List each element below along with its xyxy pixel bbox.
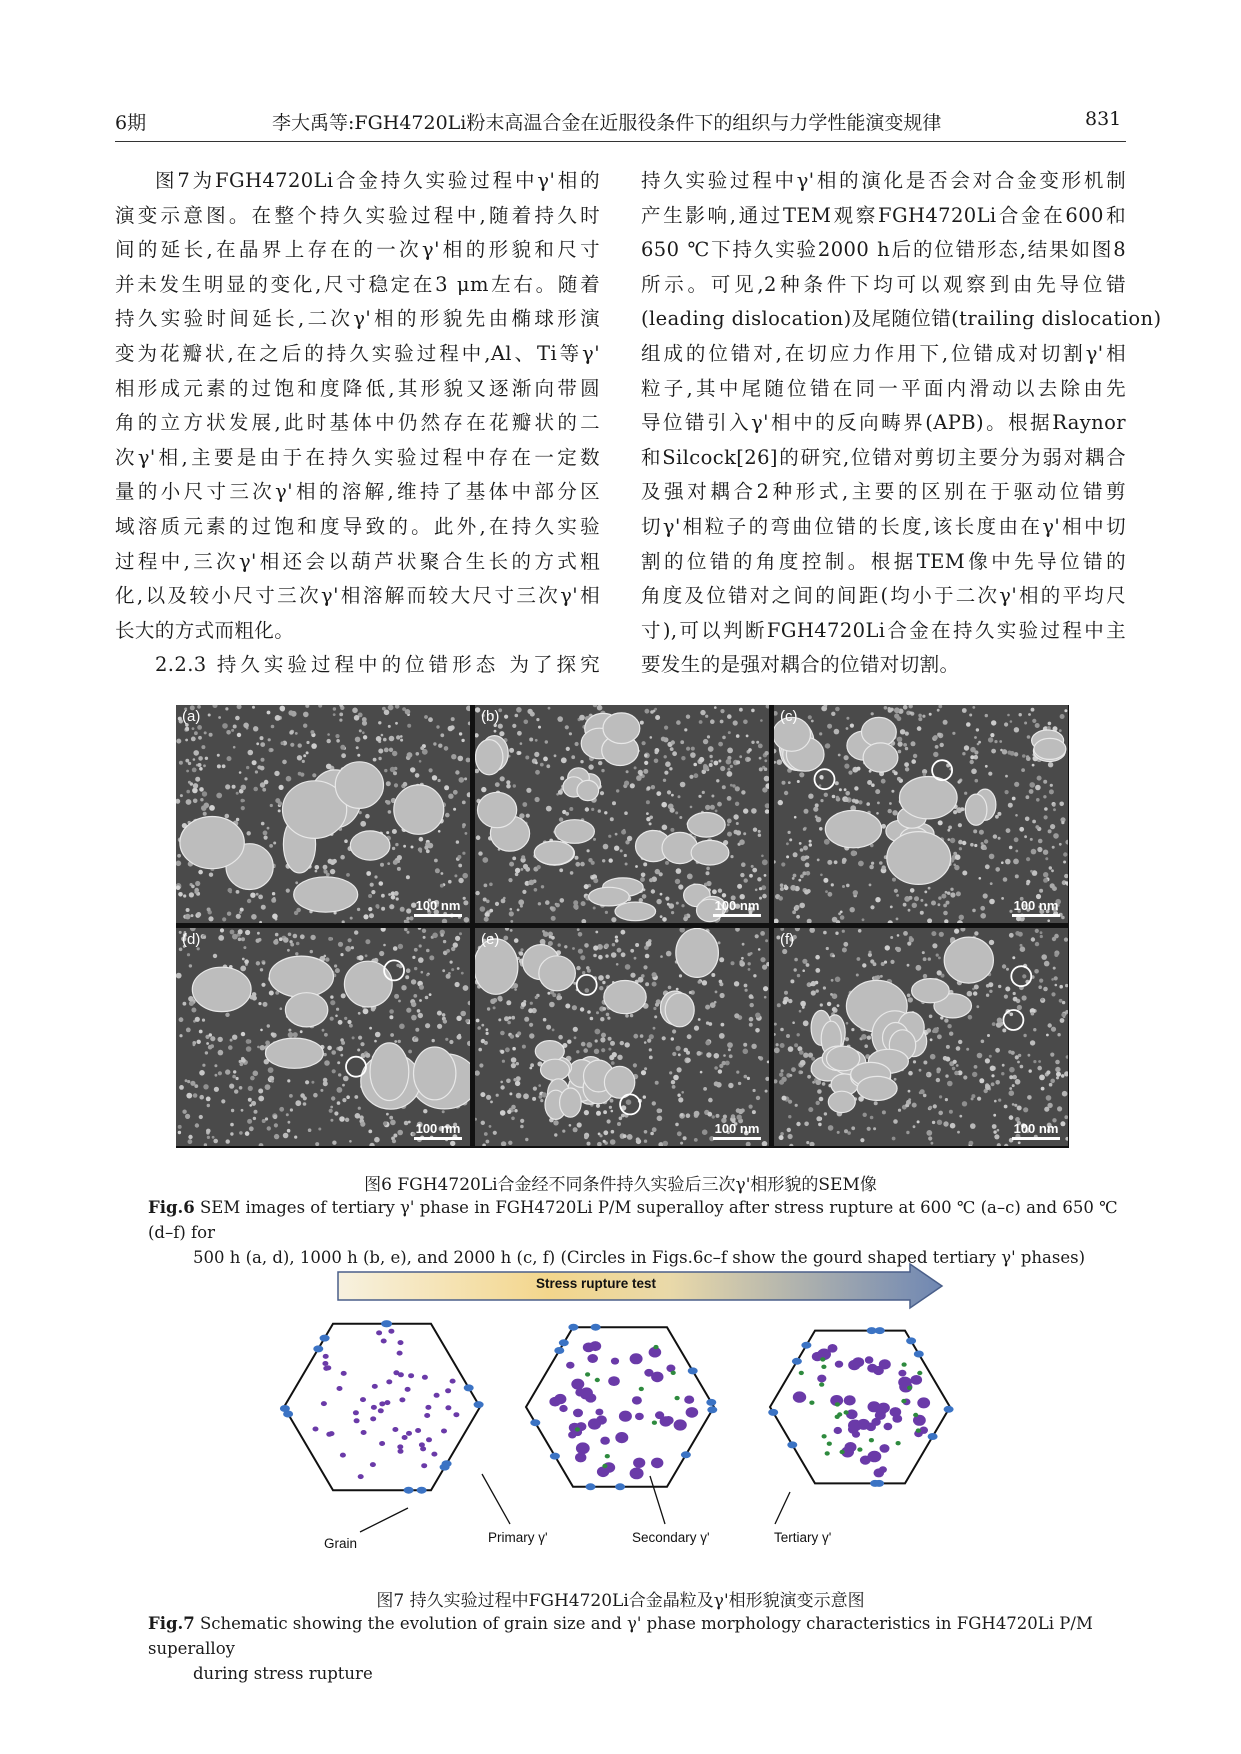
leader-line: [482, 1474, 510, 1524]
sem-panel-f: [774, 928, 1068, 1146]
grain-hexagon-stage-2: [526, 1324, 717, 1491]
caption-line: during stress rupture: [193, 1664, 373, 1683]
sem-micrograph-image: [774, 705, 1068, 923]
paragraph-line: 组成的位错对,在切应力作用下,位错成对切割γ'相: [641, 341, 1126, 365]
paragraph-line: 产生影响,通过TEM观察FGH4720Li合金在600和: [641, 203, 1126, 227]
paragraph-line: 导位错引入γ'相中的反向畴界(APB)。根据Raynor: [641, 411, 1126, 435]
running-title: 李大禹等:FGH4720Li粉末高温合金在近服役条件下的组织与力学性能演变规律: [272, 112, 942, 134]
leader-line: [360, 1508, 408, 1532]
paragraph-line: 切γ'相粒子的弯曲位错的长度,该长度由在γ'相中切: [641, 514, 1126, 538]
grain-evolution-diagram: [270, 1262, 970, 1562]
paragraph-line: 变为花瓣状,在之后的持久实验过程中,Al、Ti等γ': [115, 341, 600, 365]
scale-bar-label: 100 nm: [714, 1121, 760, 1136]
figure-label: Fig.7: [148, 1614, 195, 1633]
caption-line: 500 h (a, d), 1000 h (b, e), and 2000 h (c, f) (Circles in Figs.6c–f show the gourd shaped tertiary γ' phases): [193, 1248, 1086, 1267]
paragraph-line: 次γ'相,主要是由于在持久实验过程中存在一定数: [115, 445, 600, 469]
page-number: 831: [1085, 108, 1122, 130]
paragraph-line: 域溶质元素的过饱和度导致的。此外,在持久实验: [115, 514, 600, 538]
grain-hexagon-stage-1: [280, 1320, 484, 1493]
paragraph-line: 化,以及较小尺寸三次γ'相溶解而较大尺寸三次γ'相: [115, 584, 600, 608]
paragraph-line: 过程中,三次γ'相还会以葫芦状聚合生长的方式粗: [115, 549, 600, 573]
scale-bar-label: 100 nm: [415, 898, 461, 913]
scale-bar-label: 100 nm: [415, 1121, 461, 1136]
stress-rupture-arrow-label: Stress rupture test: [536, 1276, 657, 1291]
label-primary-gamma-prime: Primary γ': [488, 1530, 548, 1545]
scale-bar: [414, 898, 462, 917]
paragraph-line: 角度及位错对之间的间距(均小于二次γ'相的平均尺: [641, 584, 1126, 608]
right-text-column: [641, 164, 1162, 683]
scale-bar: [713, 1121, 761, 1140]
figure-7-caption-cn: 图7 持久实验过程中FGH4720Li合金晶粒及γ'相形貌演变示意图: [376, 1591, 865, 1611]
sem-panel-d: [176, 928, 470, 1146]
sem-micrograph-image: [475, 705, 769, 923]
header-rule: [115, 141, 1126, 142]
panel-label: (b): [481, 708, 500, 725]
paragraph-line: 割的位错的角度控制。根据TEM像中先导位错的: [641, 549, 1126, 573]
paragraph-line: 演变示意图。在整个持久实验过程中,随着持久时: [115, 203, 600, 227]
figure-label: Fig.6: [148, 1198, 195, 1217]
grain-hexagon-stage-3: [768, 1327, 953, 1487]
paragraph-line: 并未发生明显的变化,尺寸稳定在3 μm左右。随着: [115, 272, 600, 296]
paragraph-line: 量的小尺寸三次γ'相的溶解,维持了基体中部分区: [115, 480, 600, 504]
sem-panel-b: [475, 705, 769, 923]
scale-bar-label: 100 nm: [1013, 898, 1059, 913]
sem-micrograph-image: [475, 928, 769, 1146]
sem-panel-a: [176, 705, 470, 923]
figure-7-caption-en: [148, 1611, 1118, 1686]
paragraph-line: 650 ℃下持久实验2000 h后的位错形态,结果如图8: [641, 238, 1126, 262]
panel-label: (c): [780, 708, 798, 725]
paragraph-line: 粒子,其中尾随位错在同一平面内滑动以去除由先: [641, 376, 1126, 400]
paragraph-line: 图7为FGH4720Li合金持久实验过程中γ'相的: [155, 169, 600, 192]
panel-label: (a): [182, 708, 201, 725]
panel-label: (d): [182, 931, 201, 948]
sem-micrograph-image: [176, 705, 470, 923]
paragraph-line: 寸),可以判断FGH4720Li合金在持久实验过程中主: [641, 618, 1126, 642]
scale-bar: [1012, 898, 1060, 917]
scale-bar: [414, 1121, 462, 1140]
label-secondary-gamma-prime: Secondary γ': [632, 1530, 710, 1545]
paragraph-line: (leading dislocation)及尾随位错(trailing dislocation): [641, 307, 1162, 331]
paragraph-line: 角的立方状发展,此时基体中仍然存在花瓣状的二: [115, 411, 600, 435]
paragraph-line: 要发生的是强对耦合的位错对切割。: [641, 653, 960, 677]
section-heading-2-2-3: 2.2.3 持久实验过程中的位错形态 为了探究: [155, 653, 600, 677]
sem-micrograph-image: [176, 928, 470, 1146]
paragraph-line: 所示。可见,2种条件下均可以观察到由先导位错: [641, 272, 1126, 296]
figure-7-schematic: [270, 1262, 970, 1562]
paragraph-line: 持久实验时间延长,二次γ'相的形貌先由椭球形演: [115, 307, 600, 331]
sem-panel-e: [475, 928, 769, 1146]
paragraph-line: 相形成元素的过饱和度降低,其形貌又逐渐向带圆: [115, 376, 600, 400]
paragraph-line: 及强对耦合2种形式,主要的区别在于驱动位错剪: [641, 480, 1126, 504]
figure-6-caption-en: [148, 1195, 1118, 1270]
caption-line: Schematic showing the evolution of grain size and γ' phase morphology characteristics in FGH4720Li P/M superalloy: [148, 1614, 1093, 1658]
paragraph-line: 和Silcock[26]的研究,位错对剪切主要分为弱对耦合: [641, 445, 1126, 469]
paragraph-line: 间的延长,在晶界上存在的一次γ'相的形貌和尺寸: [115, 238, 600, 262]
journal-issue: 6期: [115, 112, 147, 134]
panel-label: (f): [780, 931, 795, 948]
scale-bar: [713, 898, 761, 917]
left-text-column: [115, 164, 600, 683]
scale-bar-label: 100 nm: [714, 898, 760, 913]
sem-micrograph-image: [774, 928, 1068, 1146]
paragraph-line: 持久实验过程中γ'相的演化是否会对合金变形机制: [641, 169, 1126, 192]
label-grain: Grain: [324, 1536, 358, 1551]
label-tertiary-gamma-prime: Tertiary γ': [774, 1530, 832, 1545]
leader-line: [775, 1492, 790, 1524]
caption-line: SEM images of tertiary γ' phase in FGH4720Li P/M superalloy after stress rupture at 600 ℃ (a–c) and 650 ℃ (d–f) for: [148, 1198, 1118, 1242]
panel-label: (e): [481, 931, 500, 948]
scale-bar: [1012, 1121, 1060, 1140]
paragraph-line: 长大的方式而粗化。: [115, 618, 295, 642]
scale-bar-label: 100 nm: [1013, 1121, 1059, 1136]
figure-6-caption-cn: 图6 FGH4720Li合金经不同条件持久实验后三次γ'相形貌的SEM像: [364, 1175, 877, 1195]
figure-6-sem-grid: [176, 705, 1069, 1148]
sem-panel-c: [774, 705, 1068, 923]
